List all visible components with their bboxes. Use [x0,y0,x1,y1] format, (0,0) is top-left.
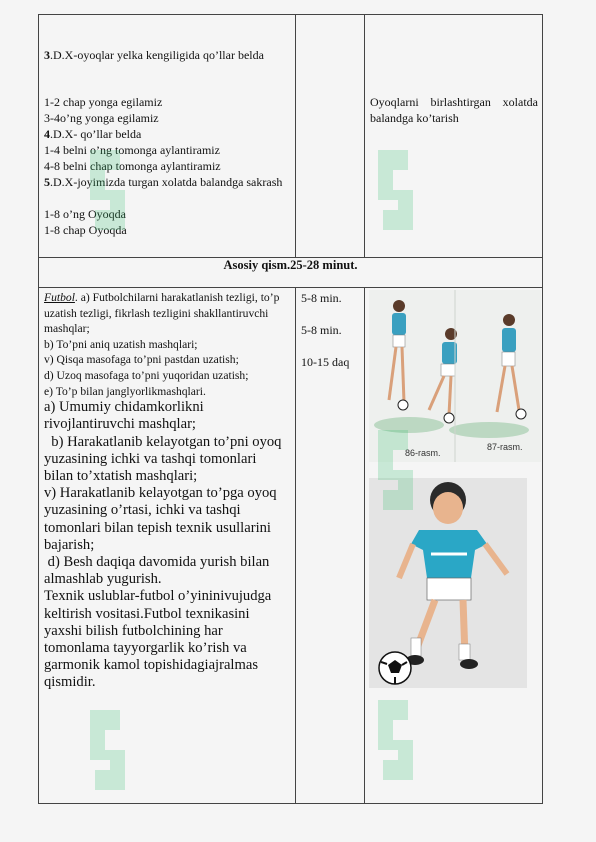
main-big-end: Texnik uslublar-futbol o’yininivujudga keltirish vositasi.Futbol texnikasini yaxshi bilish futbolchining har tomonlama tayyorgarlik ko’rish va garmonik kamol topishidagiajralmas qismidir. [44,588,272,691]
section-header: Asosiy qism.25-28 minut. [223,258,358,272]
main-content [44,290,292,692]
column-divider [364,14,365,257]
watermark-logo-icon [80,700,140,800]
column-divider [295,287,296,804]
watermark-logo-icon [80,140,140,240]
warmup-note: Oyoqlarni birlashtirgan xolatda balandga ko’tarish [370,95,538,125]
duration-3: 10-15 daq [301,355,350,369]
exercise-5-step-2: 1-8 chap Oyoqda [44,223,127,237]
main-item-b: b) To’pni aniq uzatish mashqlari; [44,337,198,351]
main-big-d: d) Besh daqiqa davomida yurish bilan almashlab yugurish. [44,553,274,588]
figure-label-87: 87-rasm. [487,442,523,452]
main-big-v: v) Harakatlanib kelayotgan to’pga oyoq yuzasining o’rtasi, ichki va tashqi tomonlari bilan tepish texnik usullarini bajarish; [44,485,277,553]
row-divider [38,287,543,288]
figure-label-86: 86-rasm. [405,448,441,458]
exercise-5-step-1: 1-8 o’ng Oyoqda [44,207,126,221]
exercise-3-step-1: 1-2 chap yonga egilamiz [44,95,163,109]
main-item-e: e) To’p bilan janglyorlikmashqlari. [44,384,206,398]
watermark-logo-icon [368,690,428,790]
main-item-v: v) Qisqa masofaga to’pni pastdan uzatish; [44,353,239,367]
exercise-5: 5.D.X-joyimizda turgan xolatda balandga sakrash [44,175,283,189]
column-divider [295,14,296,257]
exercise-4-step-2: 4-8 belni chap tomonga aylantiramiz [44,159,221,173]
exercise-4-step-1: 1-4 belni o’ng tomonga aylantiramiz [44,143,220,157]
main-item-d: d) Uzoq masofaga to’pni yuqoridan uzatish; [44,368,249,382]
main-big-b: b) Harakatlanib kelayotgan to’pni oyoq yuzasining ichki va tashqi tomonlari bilan to’xtatish mashqlari; [44,433,286,484]
column-divider [364,287,365,804]
duration-2: 5-8 min. [301,323,342,337]
exercise-3-step-2: 3-4o’ng yonga egilamiz [44,111,159,125]
exercise-4: 4.D.X- qo’llar belda [44,127,142,141]
football-icon [379,652,411,684]
watermark-logo-icon [368,420,428,520]
main-intro: Futbol. a) Futbolchilarni harakatlanish tezligi, to’p uzatish tezligi, fikrlash tezligini shakllantiruvchi mashqlar; [44,291,280,336]
watermark-logo-icon [368,140,428,240]
duration-1: 5-8 min. [301,291,342,305]
main-big-a: a) Umumiy chidamkorlikni rivojlantiruvchi mashqlar; [44,399,204,433]
exercise-3: 3.D.X-oyoqlar yelka kengiligida qo’llar belda [44,48,264,62]
main-title: Futbol [44,291,75,304]
